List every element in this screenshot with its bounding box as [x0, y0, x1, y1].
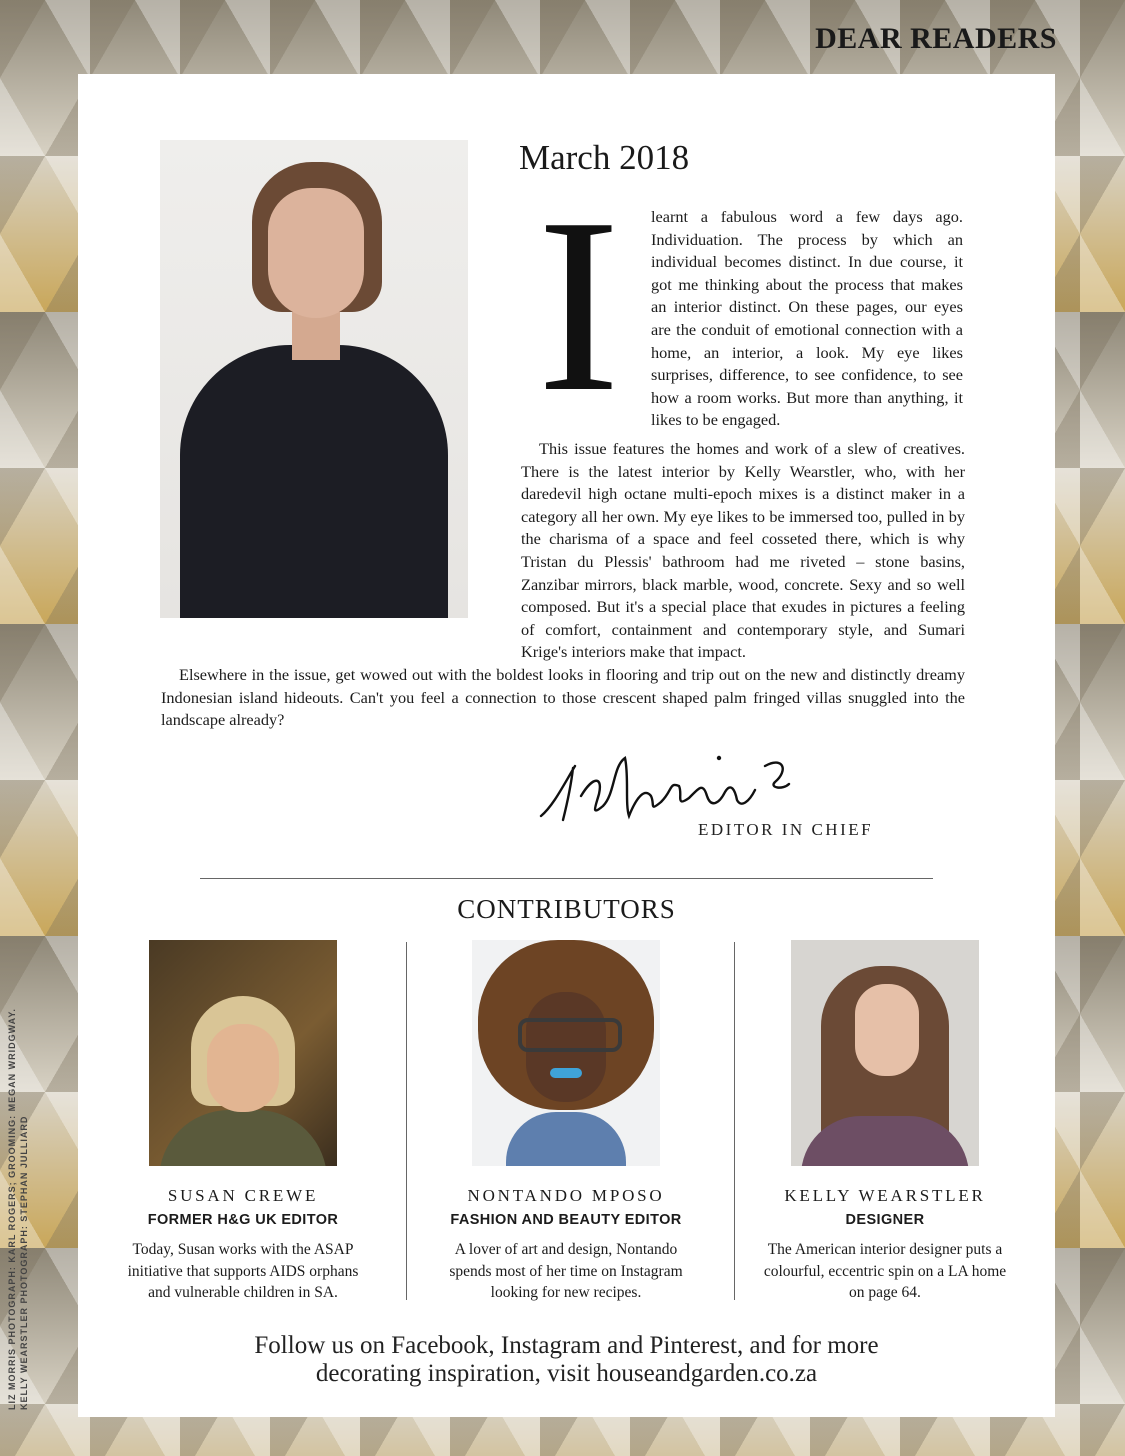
contributor-photo	[791, 940, 979, 1166]
contributor-role: FORMER H&G UK EDITOR	[147, 1212, 339, 1228]
section-divider	[200, 878, 933, 879]
column-divider	[406, 942, 407, 1300]
contributor-card	[102, 940, 384, 1304]
contributor-card	[744, 940, 1026, 1304]
signature-role: EDITOR IN CHIEF	[698, 820, 874, 839]
footer-line-1: Follow us on Facebook, Instagram and Pinterest, and for more	[254, 1332, 879, 1359]
page-panel	[78, 74, 1055, 1417]
contributor-photo	[472, 940, 660, 1166]
contributor-blurb: A lover of art and design, Nontando spends most of her time on Instagram looking for new recipes.	[449, 1241, 683, 1301]
contributor-name: SUSAN CREWE	[167, 1186, 319, 1205]
contributor-photo	[149, 940, 337, 1166]
photo-credit: LIZ MORRIS PHOTOGRAPH: KARL ROGERS; GROOMING: MEGAN WRIDGWAY. KELLY WEARSTLER PHOTOGRAPH: STEPHAN JULLIARD	[7, 1008, 29, 1410]
contributor-blurb: The American interior designer puts a colourful, eccentric spin on a LA home on page 64.	[763, 1241, 1007, 1301]
contributor-card	[425, 940, 707, 1304]
contributor-role: FASHION AND BEAUTY EDITOR	[450, 1212, 682, 1228]
section-tag: DEAR READERS	[815, 22, 1057, 55]
footer-line-2: decorating inspiration, visit houseandgarden.co.za	[315, 1360, 818, 1387]
contributor-name: KELLY WEARSTLER	[784, 1186, 986, 1205]
contributor-name: NONTANDO MPOSO	[467, 1186, 665, 1205]
letter-title: March 2018	[519, 138, 690, 177]
letter-paragraph-2: This issue features the homes and work of a slew of creatives. There is the latest interior by Kelly Wearstler, who, with her daredevil high octane multi-epoch mixes is a distinct maker in a category all her own. My eye likes to be immersed too, pulled in by the charisma of a space and feel cosseted there, which is why Tristan du Plessis' bathroom had me riveted – stone basins, Zanzibar mirrors, black marble, wood, concrete. Sexy and so well composed. But it's a special place that exudes in pictures a feeling of comfort, containment and contemporary style, and Sumari Krige's interiors make that impact.	[521, 439, 965, 662]
contributors-heading: CONTRIBUTORS	[457, 894, 676, 924]
contributor-blurb: Today, Susan works with the ASAP initiative that supports AIDS orphans and vulnerable children in SA.	[127, 1241, 359, 1301]
column-divider	[734, 942, 735, 1300]
letter-paragraph-3: Elsewhere in the issue, get wowed out with the boldest looks in flooring and trip out on the new and distinctly dreamy Indonesian island hideouts. Can't you feel a connection to those crescent shaped palm fringed villas snuggled into the landscape already?	[161, 665, 965, 730]
contributor-role: DESIGNER	[845, 1212, 925, 1228]
letter-intro: learnt a fabulous word a few days ago. Individuation. The process by which an individual becomes distinct. In due course, it got me thinking about the process that makes an interior distinct. On these pages, our eyes are the conduit of emotional connection with a home, an interior, a look. My eye likes surprises, difference, to see confidence, to see how a room works. But more than anything, it likes to be engaged.	[651, 207, 963, 430]
follow-us-footer	[78, 1332, 1055, 1388]
editor-portrait	[160, 140, 468, 618]
drop-cap: I	[537, 167, 621, 444]
